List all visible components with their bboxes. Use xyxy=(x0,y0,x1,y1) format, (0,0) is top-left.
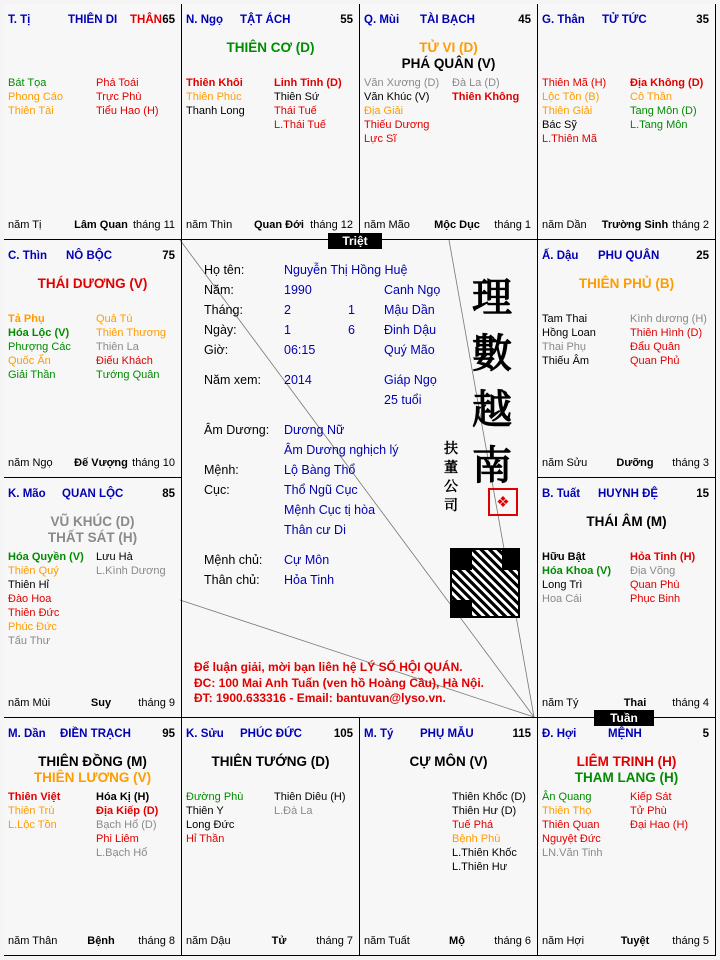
minor-star: Thiên Giải xyxy=(542,105,593,117)
palace-footer xyxy=(364,935,531,949)
minor-star: Hóa Lộc (V) xyxy=(8,327,70,339)
minor-star: Giải Thần xyxy=(8,369,56,381)
center-info xyxy=(180,240,538,718)
palace-header xyxy=(8,488,175,502)
minor-star: Địa Giải xyxy=(364,105,404,117)
palace-header xyxy=(542,728,709,742)
main-star: THÁI DƯƠNG (V) xyxy=(37,276,148,291)
palace-month: tháng 12 xyxy=(310,219,353,231)
palace-name: PHỤ MẪU xyxy=(420,728,474,740)
palace-can: C. Thìn xyxy=(8,250,47,262)
minor-star: L.Lộc Tồn xyxy=(8,819,57,831)
palace-mui xyxy=(360,4,538,240)
gio-can: Quý Mão xyxy=(384,343,435,357)
palace-name: HUYNH ĐỆ xyxy=(598,488,659,500)
cuc-3: Thân cư Di xyxy=(284,523,346,537)
palace-dan xyxy=(4,718,182,956)
main-star: THÁI ÂM (M) xyxy=(586,514,667,529)
truong-sinh: Đế Vượng xyxy=(74,457,128,469)
palace-footer xyxy=(542,697,709,711)
palace-footer xyxy=(8,219,175,233)
minor-star: Thiên Đức xyxy=(8,607,60,619)
minor-star: Hỏa Tinh (H) xyxy=(630,551,696,563)
palace-footer xyxy=(542,935,709,949)
minor-star: Đường Phù xyxy=(186,791,244,803)
main-star: THIÊN PHỦ (B) xyxy=(578,276,675,291)
palace-header xyxy=(8,728,175,742)
palace-month: tháng 4 xyxy=(672,697,709,709)
palace-number: 5 xyxy=(702,728,709,740)
minor-star: Lưu Hà xyxy=(96,551,133,563)
right-stars xyxy=(630,550,695,606)
label-am-duong: Âm Dương: xyxy=(204,423,270,437)
palace-can: M. Dần xyxy=(8,728,46,740)
label-than-chu: Thân chủ: xyxy=(204,573,260,587)
palace-can: T. Tị xyxy=(8,14,31,26)
minor-star: Cô Thần xyxy=(630,91,672,103)
palace-name: PHÚC ĐỨC xyxy=(240,728,302,740)
palace-header xyxy=(8,250,175,264)
palace-year: năm Dần xyxy=(542,219,587,231)
minor-star: Thiên Khốc (D) xyxy=(452,791,526,803)
palace-name: TỬ TỨC xyxy=(602,14,647,26)
palace-thin xyxy=(4,240,182,478)
truong-sinh: Bệnh xyxy=(87,935,115,947)
right-stars xyxy=(96,790,158,860)
palace-name: THIÊN DI xyxy=(68,14,118,26)
palace-year: năm Dậu xyxy=(186,935,231,947)
right-stars xyxy=(630,312,707,368)
minor-star: L.Thiên Hư xyxy=(452,861,508,873)
main-star: TỬ VI (D) xyxy=(419,40,478,55)
minor-star: Hữu Bật xyxy=(542,551,586,563)
minor-star: Thiên Hỉ xyxy=(8,579,49,591)
minor-star: Thiên Thương xyxy=(96,327,167,339)
palace-month: tháng 8 xyxy=(138,935,175,947)
palace-header xyxy=(186,728,353,742)
minor-star: L.Tang Môn xyxy=(630,119,688,131)
triet-tag: Triệt xyxy=(328,233,382,249)
label-gio: Giờ: xyxy=(204,343,229,357)
minor-star: Tả Phụ xyxy=(8,313,45,325)
than-marker: THÂN xyxy=(130,14,162,26)
palace-hoi xyxy=(538,718,716,956)
palace-can: B. Tuất xyxy=(542,488,581,500)
minor-star: Thiên Quý xyxy=(8,565,59,577)
nam-can: Canh Ngọ xyxy=(384,283,441,297)
minor-star: Văn Xương (D) xyxy=(364,77,440,89)
minor-star: Kình dương (H) xyxy=(630,313,707,325)
minor-star: Hồng Loan xyxy=(542,327,596,339)
main-star: LIÊM TRINH (H) xyxy=(576,754,677,769)
palace-month: tháng 9 xyxy=(138,697,175,709)
minor-star: Phượng Các xyxy=(8,341,71,353)
palace-header xyxy=(364,728,531,742)
ho-ten: Nguyễn Thị Hồng Huệ xyxy=(284,263,408,277)
main-star: THIÊN CƠ (D) xyxy=(226,40,315,55)
palace-ngo xyxy=(182,4,360,240)
minor-star: Thiên Hình (D) xyxy=(630,327,703,339)
palace-can: N. Ngọ xyxy=(186,14,224,26)
main-star: THIÊN ĐỒNG (M) xyxy=(38,754,147,769)
palace-number: 65 xyxy=(162,14,175,26)
thang-value: 2 xyxy=(284,303,291,317)
left-stars xyxy=(364,76,439,146)
palace-number: 95 xyxy=(162,728,175,740)
left-stars xyxy=(542,790,603,860)
minor-star: Kiếp Sát xyxy=(630,791,672,803)
palace-can: M. Tý xyxy=(364,728,394,740)
tuan-tag: Tuần xyxy=(594,710,654,726)
palace-header xyxy=(364,14,531,28)
label-nam: Năm: xyxy=(204,283,234,297)
right-stars xyxy=(274,790,346,818)
minor-star: Hóa Khoa (V) xyxy=(542,565,612,577)
palace-month: tháng 11 xyxy=(132,219,175,231)
left-stars xyxy=(8,312,71,382)
palace-month: tháng 5 xyxy=(672,935,709,947)
qr-code-icon xyxy=(450,548,520,618)
palace-can: Ấ. Dậu xyxy=(542,250,579,262)
minor-star: Thiên Không xyxy=(452,91,520,103)
right-stars xyxy=(274,76,342,132)
notice-line-2: ĐC: 100 Mai Anh Tuấn (ven hồ Hoàng Cầu), Hà Nội. xyxy=(194,676,485,690)
palace-name: TẬT ÁCH xyxy=(240,14,291,26)
minor-star: Tử Phù xyxy=(630,805,667,817)
minor-star: Thái Tuế xyxy=(274,105,317,117)
palace-number: 55 xyxy=(340,14,353,26)
minor-star: Thiên Sứ xyxy=(274,91,320,103)
minor-star: Phi Liêm xyxy=(96,833,139,845)
minor-star: Thiên Khôi xyxy=(186,77,243,89)
truong-sinh: Suy xyxy=(90,697,112,709)
label-ngay: Ngày: xyxy=(204,323,237,337)
minor-star: Nguyệt Đức xyxy=(542,833,601,845)
minor-star: Tướng Quân xyxy=(96,369,160,381)
minor-star: Thanh Long xyxy=(186,105,245,117)
gio-value: 06:15 xyxy=(284,343,316,357)
minor-star: Tấu Thư xyxy=(8,635,51,647)
palace-footer xyxy=(364,219,531,233)
thang-al: 1 xyxy=(348,303,355,317)
truong-sinh: Tuyệt xyxy=(620,935,650,947)
palace-can: G. Thân xyxy=(542,14,585,26)
label-menh: Mệnh: xyxy=(204,463,239,477)
right-stars xyxy=(630,790,688,832)
main-star: PHÁ QUÂN (V) xyxy=(401,56,496,71)
minor-star: L.Thiên Khốc xyxy=(452,847,517,859)
truong-sinh: Mộ xyxy=(449,935,465,947)
left-stars xyxy=(8,790,60,832)
palace-name: ĐIỀN TRẠCH xyxy=(60,728,131,740)
than-chu: Hỏa Tinh xyxy=(284,573,335,587)
palace-name: MỆNH xyxy=(608,728,642,740)
menh-value: Lộ Bàng Thổ xyxy=(284,463,356,477)
palace-number: 15 xyxy=(696,488,709,500)
tuoi: 25 tuổi xyxy=(384,393,422,407)
main-star: THAM LANG (H) xyxy=(574,770,679,785)
palace-year: năm Ngọ xyxy=(8,457,53,469)
minor-star: Địa Võng xyxy=(630,565,676,577)
label-nam-xem: Năm xem: xyxy=(204,373,261,387)
minor-star: Tam Thai xyxy=(542,313,588,325)
minor-star: Địa Kiếp (D) xyxy=(96,805,159,817)
notice-line-1: Để luận giải, mời bạn liên hệ LÝ SỐ HỘI QUÁN. xyxy=(194,660,463,674)
minor-star: LN.Văn Tinh xyxy=(542,847,603,859)
left-stars xyxy=(542,76,606,146)
palace-name: TÀI BẠCH xyxy=(420,14,475,26)
cuc-value: Thổ Ngũ Cục xyxy=(284,483,358,497)
palace-number: 85 xyxy=(162,488,175,500)
left-stars xyxy=(8,550,84,648)
palace-number: 75 xyxy=(162,250,175,262)
palace-mao xyxy=(4,478,182,718)
minor-star: Hóa Kị (H) xyxy=(96,791,150,803)
nam-xem-can: Giáp Ngọ xyxy=(384,373,437,387)
minor-star: Thiên Việt xyxy=(8,791,61,803)
palace-number: 45 xyxy=(518,14,531,26)
palace-name: PHU QUÂN xyxy=(598,250,660,262)
palace-year: năm Sửu xyxy=(542,457,588,469)
minor-star: Hóa Quyền (V) xyxy=(8,551,84,563)
palace-ti xyxy=(4,4,182,240)
truong-sinh: Tử xyxy=(271,935,287,947)
ngay-value: 1 xyxy=(284,323,291,337)
nam-xem-value: 2014 xyxy=(284,373,312,387)
palace-year: năm Tị xyxy=(8,219,42,231)
palace-can: Đ. Hợi xyxy=(542,728,577,740)
minor-star: Quan Phủ xyxy=(630,355,680,367)
cuc-2: Mệnh Cục tị hòa xyxy=(284,503,376,517)
minor-star: Ân Quang xyxy=(542,791,592,803)
minor-star: L.Kình Dương xyxy=(96,565,166,577)
minor-star: Thiên Y xyxy=(186,805,224,817)
nam-value: 1990 xyxy=(284,283,312,297)
minor-star: Trực Phù xyxy=(96,91,142,103)
right-stars xyxy=(96,76,159,118)
minor-star: Bác Sỹ xyxy=(542,119,577,131)
left-stars xyxy=(186,76,245,118)
main-star: THIÊN TƯỚNG (D) xyxy=(211,754,330,769)
minor-star: Thiên Quan xyxy=(542,819,600,831)
minor-star: L.Thái Tuế xyxy=(274,119,326,131)
palace-footer xyxy=(8,935,175,949)
palace-year: năm Thân xyxy=(8,935,58,947)
minor-star: Tiểu Hao (H) xyxy=(96,105,159,117)
label-menh-chu: Mệnh chủ: xyxy=(204,553,263,567)
minor-star: Hoa Cái xyxy=(542,593,582,605)
palace-name: QUAN LỘC xyxy=(62,488,124,500)
minor-star: Long Trì xyxy=(542,579,583,591)
minor-star: Linh Tinh (D) xyxy=(274,77,342,89)
truong-sinh: Quan Đới xyxy=(254,219,304,231)
palace-year: năm Mùi xyxy=(8,697,51,709)
palace-month: tháng 1 xyxy=(494,219,531,231)
minor-star: Điếu Khách xyxy=(96,355,153,367)
right-stars xyxy=(452,76,519,104)
left-stars xyxy=(8,76,63,118)
truong-sinh: Mộc Dục xyxy=(434,219,480,231)
ngay-al: 6 xyxy=(348,323,355,337)
minor-star: Quả Tú xyxy=(96,313,133,325)
main-star: THIÊN LƯƠNG (V) xyxy=(33,770,152,785)
minor-star: Đẩu Quân xyxy=(630,341,681,353)
logo-sub: 扶 董 公 司 xyxy=(444,441,458,514)
minor-star: Phúc Đức xyxy=(8,621,57,633)
palace-can: K. Sửu xyxy=(186,728,224,740)
minor-star: Bát Tọa xyxy=(8,77,47,89)
minor-star: Thiên Diêu (H) xyxy=(274,791,346,803)
minor-star: Thiếu Dương xyxy=(364,119,430,131)
palace-can: Q. Mùi xyxy=(364,14,400,26)
left-stars xyxy=(542,312,596,368)
minor-star: L.Thiên Mã xyxy=(542,133,598,145)
am-duong: Dương Nữ xyxy=(284,423,345,437)
minor-star: Thai Phụ xyxy=(542,341,587,353)
palace-can: K. Mão xyxy=(8,488,46,500)
minor-star: Lộc Tồn (B) xyxy=(542,91,600,103)
palace-year: năm Thìn xyxy=(186,219,233,231)
palace-tuat xyxy=(538,478,716,718)
calligraphy-logo: 理數越南 xyxy=(472,274,512,489)
main-star: THẤT SÁT (H) xyxy=(47,530,138,545)
minor-star: L.Đà La xyxy=(274,805,313,817)
palace-footer xyxy=(542,219,709,233)
minor-star: Quốc Ấn xyxy=(8,355,51,367)
minor-star: Phá Toái xyxy=(96,77,139,89)
minor-star: Thiên Phúc xyxy=(186,91,242,103)
am-duong-2: Âm Dương nghịch lý xyxy=(284,443,399,457)
truong-sinh: Dưỡng xyxy=(616,457,654,469)
minor-star: Phục Binh xyxy=(630,593,681,605)
minor-star: Tuế Phá xyxy=(452,819,494,831)
minor-star: Thiên Thọ xyxy=(542,805,592,817)
palace-number: 25 xyxy=(696,250,709,262)
palace-month: tháng 7 xyxy=(316,935,353,947)
minor-star: Tang Môn (D) xyxy=(630,105,697,117)
palace-number: 115 xyxy=(512,728,531,740)
palace-footer xyxy=(186,935,353,949)
palace-than xyxy=(538,4,716,240)
truong-sinh: Thai xyxy=(623,697,647,709)
notice-line-3: ĐT: 1900.633316 - Email: bantuvan@lyso.vn. xyxy=(194,691,446,705)
palace-header xyxy=(542,250,709,264)
palace-footer xyxy=(8,697,175,711)
palace-year: năm Hợi xyxy=(542,935,585,947)
label-cuc: Cục: xyxy=(204,483,230,497)
minor-star: Đại Hao (H) xyxy=(630,819,689,831)
palace-month: tháng 3 xyxy=(672,457,709,469)
palace-year: năm Mão xyxy=(364,219,410,231)
minor-star: Văn Khúc (V) xyxy=(364,91,430,103)
palace-month: tháng 2 xyxy=(672,219,709,231)
palace-header xyxy=(8,14,175,28)
minor-star: Bệnh Phù xyxy=(452,833,501,845)
palace-footer xyxy=(186,219,353,233)
palace-dau xyxy=(538,240,716,478)
palace-year: năm Tuất xyxy=(364,935,410,947)
truong-sinh: Trường Sinh xyxy=(601,219,669,231)
minor-star: Thiếu Âm xyxy=(542,355,590,367)
palace-header xyxy=(186,14,353,28)
minor-star: Đào Hoa xyxy=(8,593,52,605)
minor-star: Hỉ Thần xyxy=(186,833,225,845)
palace-header xyxy=(542,488,709,502)
palace-header xyxy=(542,14,709,28)
palace-month: tháng 6 xyxy=(494,935,531,947)
palace-footer xyxy=(8,457,175,471)
minor-star: Bạch Hổ (D) xyxy=(96,819,157,831)
minor-star: Thiên La xyxy=(96,341,139,353)
thang-can: Mậu Dần xyxy=(384,303,435,317)
right-stars xyxy=(96,550,166,578)
palace-name: NÔ BỘC xyxy=(66,250,112,262)
right-stars xyxy=(452,790,526,874)
left-stars xyxy=(186,790,243,846)
right-stars xyxy=(630,76,703,132)
minor-star: Địa Không (D) xyxy=(630,77,704,89)
label-ho-ten: Họ tên: xyxy=(204,263,245,277)
palace-suu xyxy=(182,718,360,956)
palace-footer xyxy=(542,457,709,471)
minor-star: Phong Cáo xyxy=(8,91,64,103)
minor-star: Thiên Mã (H) xyxy=(542,77,607,89)
palace-year: năm Tý xyxy=(542,697,579,709)
palace-number: 35 xyxy=(696,14,709,26)
minor-star: L.Bạch Hổ xyxy=(96,847,148,859)
minor-star: Lực Sĩ xyxy=(364,133,397,145)
palace-number: 105 xyxy=(333,728,353,740)
minor-star: Thiên Hư (D) xyxy=(452,805,517,817)
minor-star: Quan Phù xyxy=(630,579,680,591)
menh-chu: Cự Môn xyxy=(284,553,330,567)
main-star: VŨ KHÚC (D) xyxy=(50,514,135,529)
label-thang: Tháng: xyxy=(204,303,243,317)
minor-star: Đà La (D) xyxy=(452,77,500,89)
main-star: CỰ MÔN (V) xyxy=(409,754,488,769)
minor-star: Long Đức xyxy=(186,819,235,831)
right-stars xyxy=(96,312,166,382)
left-stars xyxy=(542,550,611,606)
minor-star: Thiên Tài xyxy=(8,105,54,117)
ngay-can: Đinh Dậu xyxy=(384,323,437,337)
palace-month: tháng 10 xyxy=(132,457,175,469)
minor-star: Thiên Trù xyxy=(8,805,55,817)
red-seal-icon: ❖ xyxy=(488,488,518,516)
palace-ty xyxy=(360,718,538,956)
truong-sinh: Lâm Quan xyxy=(74,219,128,231)
